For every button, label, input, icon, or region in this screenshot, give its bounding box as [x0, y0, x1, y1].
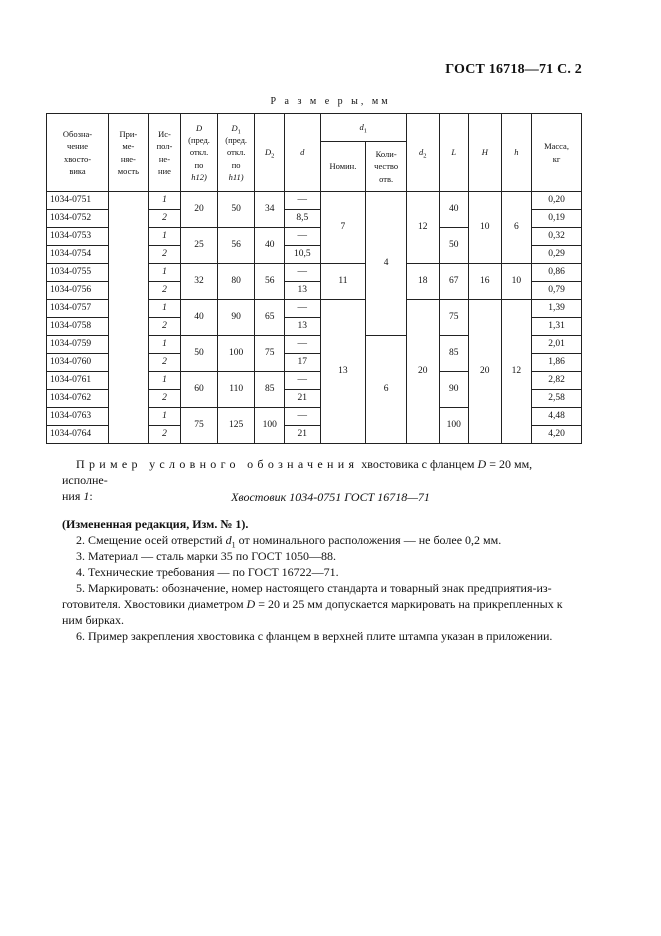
- mass-cell: 4,48: [532, 408, 582, 426]
- execution-cell: 2: [148, 282, 181, 300]
- mass-cell: 2,82: [532, 372, 582, 390]
- execution-cell: 2: [148, 354, 181, 372]
- note-4: 4. Технические требования — по ГОСТ 16722—71.: [76, 565, 339, 579]
- d-cell: —: [284, 192, 320, 210]
- L-cell: 100: [439, 408, 468, 444]
- L-cell: 85: [439, 336, 468, 372]
- D1-cell: 90: [217, 300, 255, 336]
- designation-cell: 1034-0752: [47, 210, 109, 228]
- mass-cell: 2,58: [532, 390, 582, 408]
- D-cell: 25: [181, 228, 218, 264]
- execution-cell: 1: [148, 192, 181, 210]
- d-cell: 13: [284, 282, 320, 300]
- L-cell: 40: [439, 192, 468, 228]
- d2-cell: 18: [406, 264, 439, 300]
- H-cell: 16: [469, 264, 502, 300]
- designation-cell: 1034-0764: [47, 426, 109, 444]
- example-designation: Хвостовик 1034-0751 ГОСТ 16718—71: [231, 490, 430, 504]
- d-cell: —: [284, 372, 320, 390]
- note-5-end: ним бирках.: [62, 613, 124, 627]
- designation-cell: 1034-0751: [47, 192, 109, 210]
- d-cell: 21: [284, 426, 320, 444]
- mass-cell: 4,20: [532, 426, 582, 444]
- d-cell: 8,5: [284, 210, 320, 228]
- h-cell: 10: [501, 264, 532, 300]
- D2-cell: 56: [255, 264, 284, 300]
- mass-cell: 0,20: [532, 192, 582, 210]
- example-paragraph: Пример условного обозначения хвостовика с фланцем D = 20 мм, исполне- ния 1:: [62, 457, 533, 503]
- page-header: ГОСТ 16718—71 С. 2: [445, 62, 582, 77]
- col-d2: $d_2$: [406, 114, 439, 192]
- col-designation: Обозна- чение хвосто- вика: [47, 114, 109, 192]
- L-cell: 67: [439, 264, 468, 300]
- designation-cell: 1034-0753: [47, 228, 109, 246]
- mass-cell: 0,86: [532, 264, 582, 282]
- d-cell: —: [284, 300, 320, 318]
- designation-cell: 1034-0759: [47, 336, 109, 354]
- designation-cell: 1034-0763: [47, 408, 109, 426]
- D2-cell: 85: [255, 372, 284, 408]
- execution-cell: 2: [148, 426, 181, 444]
- h-cell: 6: [501, 192, 532, 264]
- designation-cell: 1034-0760: [47, 354, 109, 372]
- d-cell: —: [284, 336, 320, 354]
- table-caption: Р а з м е р ы, мм: [270, 96, 391, 107]
- execution-cell: 1: [148, 336, 181, 354]
- designation-cell: 1034-0756: [47, 282, 109, 300]
- col-H: H: [469, 114, 502, 192]
- D2-cell: 65: [255, 300, 284, 336]
- D1-cell: 80: [217, 264, 255, 300]
- mass-cell: 1,39: [532, 300, 582, 318]
- D1-cell: 110: [217, 372, 255, 408]
- H-cell: 10: [469, 192, 502, 264]
- D-cell: 75: [181, 408, 218, 444]
- h-cell: 12: [501, 300, 532, 444]
- execution-cell: 1: [148, 228, 181, 246]
- execution-cell: 2: [148, 246, 181, 264]
- designation-cell: 1034-0755: [47, 264, 109, 282]
- d1-quantity-cell: 4: [366, 192, 407, 336]
- D-cell: 50: [181, 336, 218, 372]
- L-cell: 75: [439, 300, 468, 336]
- dimensions-table: [46, 113, 582, 444]
- D1-cell: 125: [217, 408, 255, 444]
- note-6: 6. Пример закрепления хвостовика с фланцем в верхней плите штампа указан в приложении.: [76, 629, 553, 643]
- execution-cell: 1: [148, 300, 181, 318]
- d-cell: 10,5: [284, 246, 320, 264]
- application-cell: [109, 192, 149, 444]
- execution-cell: 2: [148, 318, 181, 336]
- d-cell: 17: [284, 354, 320, 372]
- col-D1: $D_1$ (пред. откл. по h11): [217, 114, 255, 192]
- D-cell: 20: [181, 192, 218, 228]
- d1-nominal-cell: 11: [320, 264, 366, 300]
- designation-cell: 1034-0757: [47, 300, 109, 318]
- note-5: 5. Маркировать: обозначение, номер настоящего стандарта и товарный знак предприятия-из-: [76, 581, 552, 595]
- mass-cell: 1,31: [532, 318, 582, 336]
- D-cell: 60: [181, 372, 218, 408]
- designation-cell: 1034-0762: [47, 390, 109, 408]
- d1-nominal-cell: 7: [320, 192, 366, 264]
- d1-quantity-cell: 6: [366, 336, 407, 444]
- L-cell: 50: [439, 228, 468, 264]
- mass-cell: 0,19: [532, 210, 582, 228]
- revision-note: (Измененная редакция, Изм. № 1).: [62, 517, 249, 531]
- example-spaced-label: Пример условного обозначения: [76, 457, 359, 471]
- col-d: d: [284, 114, 320, 192]
- col-d1: $d_1$: [320, 114, 406, 142]
- d2-cell: 20: [406, 300, 439, 444]
- D-cell: 32: [181, 264, 218, 300]
- D2-cell: 40: [255, 228, 284, 264]
- mass-cell: 0,79: [532, 282, 582, 300]
- D2-cell: 100: [255, 408, 284, 444]
- designation-cell: 1034-0754: [47, 246, 109, 264]
- notes: [62, 516, 580, 644]
- D2-cell: 34: [255, 192, 284, 228]
- designation-cell: 1034-0761: [47, 372, 109, 390]
- note-5-cont: готовителя. Хвостовики диаметром D = 20 и 25 мм допускается маркировать на прикрепленных к: [62, 597, 563, 611]
- d-cell: —: [284, 228, 320, 246]
- col-d1-nominal: Номин.: [320, 142, 366, 192]
- col-d1-quantity: Коли- чество отв.: [366, 142, 407, 192]
- d1-nominal-cell: 13: [320, 300, 366, 444]
- execution-cell: 1: [148, 408, 181, 426]
- note-2: 2. Смещение осей отверстий $d_1$ от номинального расположения — не более 0,2 мм.: [76, 533, 502, 550]
- col-mass: Масса, кг: [532, 114, 582, 192]
- L-cell: 90: [439, 372, 468, 408]
- D1-cell: 56: [217, 228, 255, 264]
- D1-cell: 50: [217, 192, 255, 228]
- mass-cell: 1,86: [532, 354, 582, 372]
- execution-cell: 2: [148, 390, 181, 408]
- mass-cell: 0,29: [532, 246, 582, 264]
- designation-cell: 1034-0758: [47, 318, 109, 336]
- D-cell: 40: [181, 300, 218, 336]
- col-application: При- ме- няе- мость: [109, 114, 149, 192]
- col-D2: $D_2$: [255, 114, 284, 192]
- col-D: D (пред. откл. по h12): [181, 114, 218, 192]
- note-3: 3. Материал — сталь марки 35 по ГОСТ 1050—88.: [76, 549, 337, 563]
- mass-cell: 0,32: [532, 228, 582, 246]
- execution-cell: 1: [148, 264, 181, 282]
- D1-cell: 100: [217, 336, 255, 372]
- D2-cell: 75: [255, 336, 284, 372]
- d-cell: —: [284, 408, 320, 426]
- execution-cell: 1: [148, 372, 181, 390]
- execution-cell: 2: [148, 210, 181, 228]
- d-cell: 21: [284, 390, 320, 408]
- d-cell: —: [284, 264, 320, 282]
- col-h: h: [501, 114, 532, 192]
- table-row: [47, 192, 582, 210]
- col-L: L: [439, 114, 468, 192]
- H-cell: 20: [469, 300, 502, 444]
- d2-cell: 12: [406, 192, 439, 264]
- d-cell: 13: [284, 318, 320, 336]
- mass-cell: 2,01: [532, 336, 582, 354]
- col-execution: Ис- пол- не- ние: [148, 114, 181, 192]
